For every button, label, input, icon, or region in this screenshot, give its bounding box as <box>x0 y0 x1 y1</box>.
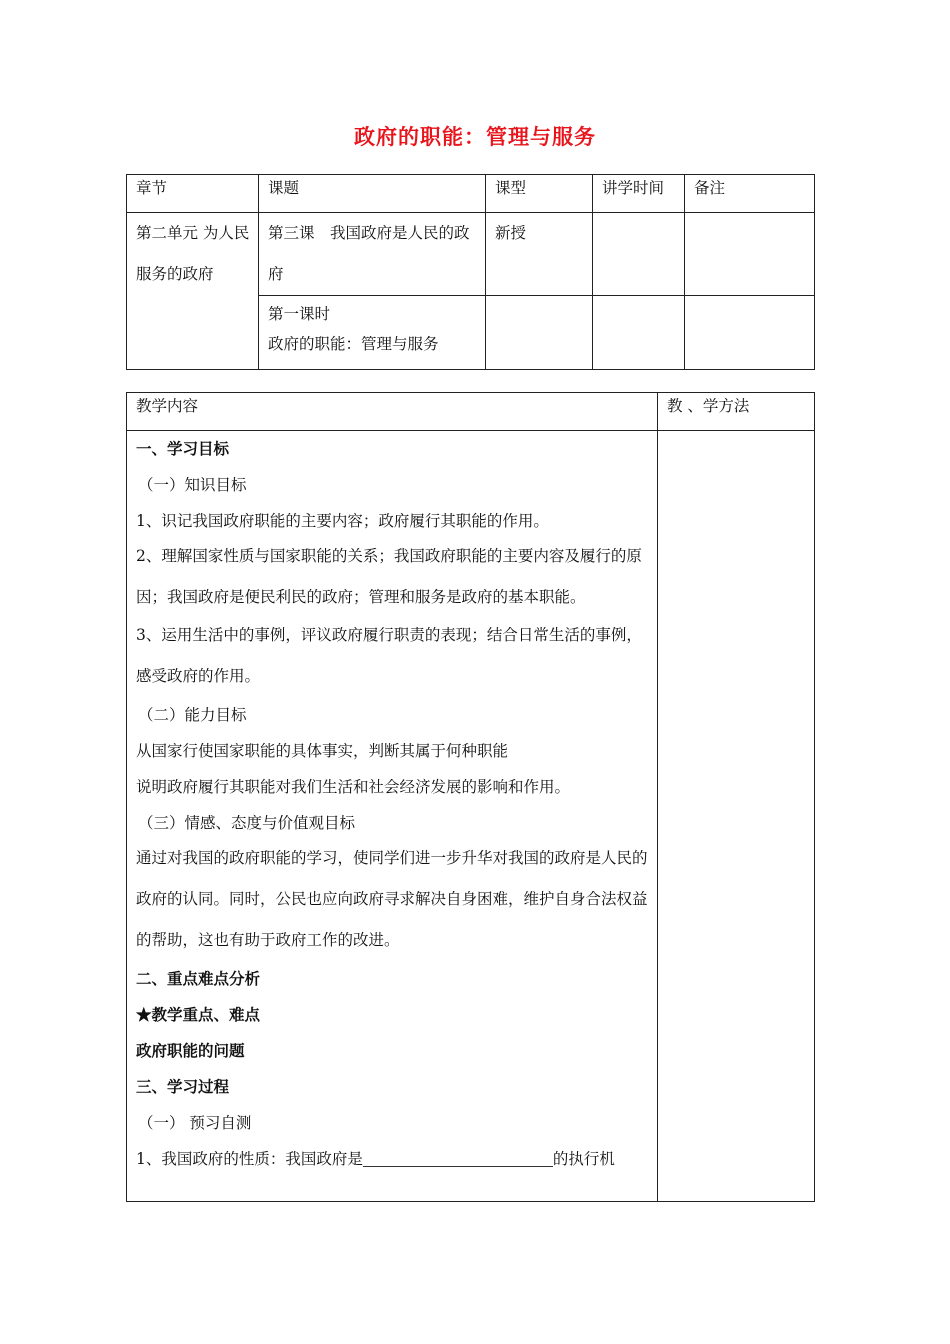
subtopic-cell <box>259 296 486 370</box>
empty-cell <box>593 296 685 370</box>
question-suffix: 的执行机 <box>552 1150 615 1168</box>
subsection-title: （一）知识目标 <box>138 476 247 494</box>
empty-cell <box>486 296 593 370</box>
subsection-title: （二）能力目标 <box>138 706 247 724</box>
key-point-text: 政府职能的问题 <box>136 1041 245 1060</box>
subtopic-line2: 政府的职能：管理与服务 <box>268 335 439 353</box>
topic-cell: 第三课 我国政府是人民的政府 <box>259 213 486 296</box>
chapter-cell: 第二单元 为人民服务的政府 <box>127 213 259 370</box>
key-point-heading: ★教学重点、难点 <box>136 1005 261 1024</box>
objective-item: 1、识记我国政府职能的主要内容；政府履行其职能的作用。 <box>136 512 549 530</box>
objective-item: 3、运用生活中的事例，评议政府履行职责的表现；结合日常生活的事例，感受政府的作用。 <box>136 626 642 685</box>
content-table <box>126 392 815 1202</box>
header-remarks: 备注 <box>685 175 815 213</box>
header-chapter: 章节 <box>127 175 259 213</box>
objective-item: 2、理解国家性质与国家职能的关系；我国政府职能的主要内容及履行的原因；我国政府是便民利民的政府；管理和服务是政府的基本职能。 <box>136 547 642 606</box>
subsection-title: （一） 预习自测 <box>138 1114 252 1132</box>
document-title: 政府的职能：管理与服务 <box>354 124 596 149</box>
fill-blank[interactable] <box>363 1150 553 1167</box>
remarks-cell <box>685 213 815 296</box>
header-teaching-content: 教学内容 <box>127 393 658 431</box>
subtopic-line1: 第一课时 <box>268 305 331 323</box>
question-item <box>136 1141 649 1177</box>
content-body <box>127 431 658 1202</box>
lesson-info-table <box>126 174 815 370</box>
section-title: 一、学习目标 <box>136 439 230 458</box>
empty-cell <box>685 296 815 370</box>
header-teaching-method: 教 、学方法 <box>658 393 815 431</box>
emotion-paragraph: 通过对我国的政府职能的学习，使同学们进一步升华对我国的政府是人民的政府的认同。同时，公民也应向政府寻求解决自身困难，维护自身合法权益的帮助，这也有助于政府工作的改进。 <box>136 849 648 949</box>
section-title: 三、学习过程 <box>136 1077 230 1096</box>
method-column <box>658 431 815 1202</box>
subsection-title: （三）情感、态度与价值观目标 <box>138 814 356 832</box>
question-prefix: 1、我国政府的性质：我国政府是 <box>136 1150 363 1168</box>
lesson-type-cell: 新授 <box>486 213 593 296</box>
header-lesson-type: 课型 <box>486 175 593 213</box>
teaching-time-cell <box>593 213 685 296</box>
header-teaching-time: 讲学时间 <box>593 175 685 213</box>
ability-item: 从国家行使国家职能的具体事实，判断其属于何种职能 <box>136 742 509 760</box>
ability-item: 说明政府履行其职能对我们生活和社会经济发展的影响和作用。 <box>136 778 571 796</box>
header-topic: 课题 <box>259 175 486 213</box>
section-title: 二、重点难点分析 <box>136 969 261 988</box>
